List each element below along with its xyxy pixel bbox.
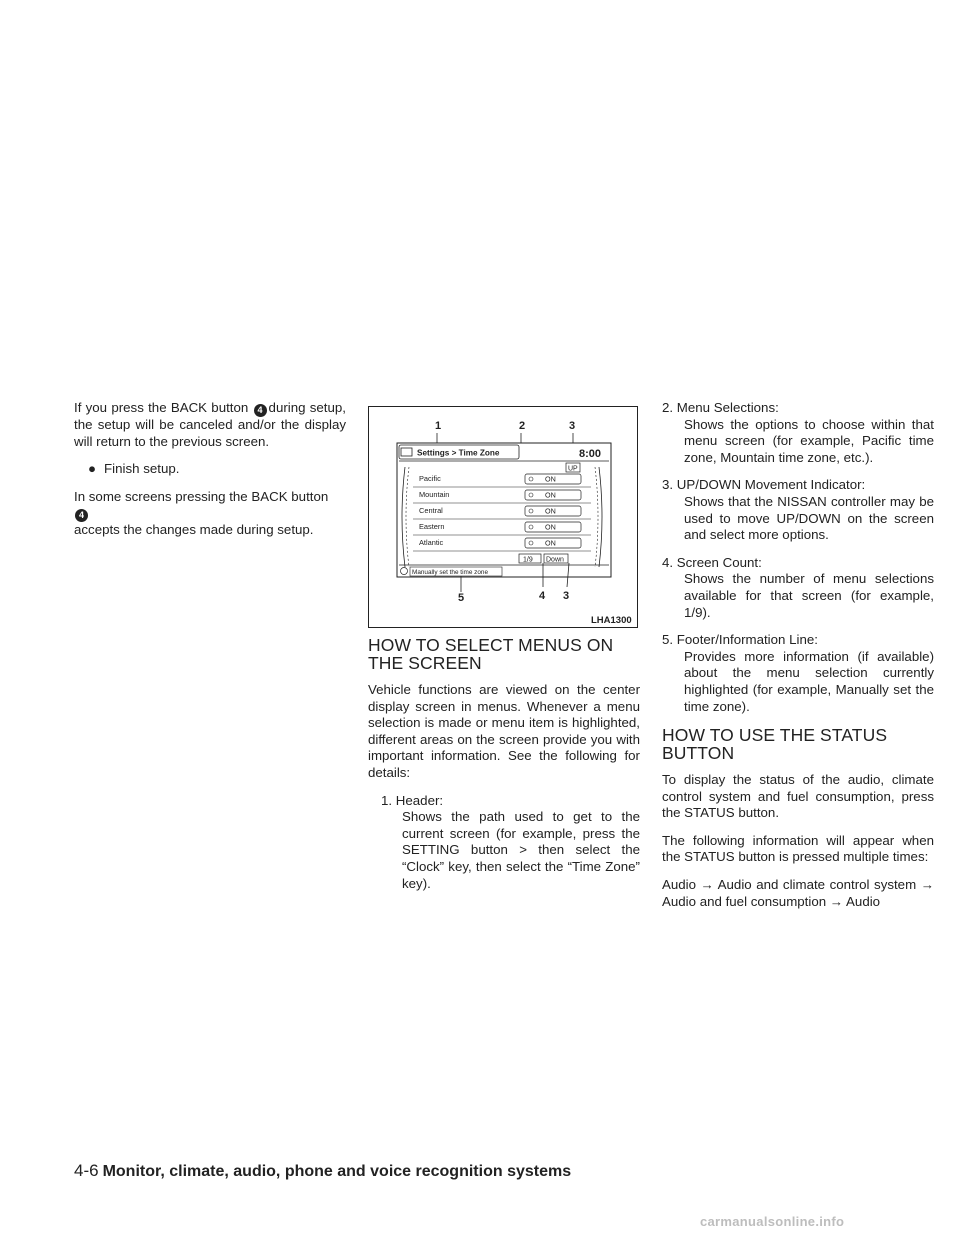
toggle-state: ON xyxy=(545,506,556,516)
list-item-menu-selections xyxy=(662,400,934,466)
menu-row-name: Mountain xyxy=(419,490,450,499)
callout-number: 1 xyxy=(435,420,442,432)
screen-count: 1/9 xyxy=(523,556,533,564)
screen-illustration xyxy=(368,406,638,628)
list-item-desc: Shows that the NISSAN controller may be used to move UP/DOWN on the screen and select more options. xyxy=(684,493,934,543)
chapter-title: Monitor, climate, audio, phone and voice recognition systems xyxy=(102,1163,572,1180)
figure-code: LHA1300 xyxy=(591,615,632,626)
list-item-up-down xyxy=(662,477,934,543)
list-item-screen-count xyxy=(662,555,934,621)
column-middle xyxy=(368,636,640,903)
column-left xyxy=(74,400,346,550)
paragraph-status-2: The following information will appear when the STATUS button is pressed multiple times: xyxy=(662,832,934,865)
paragraph-intro: Vehicle functions are viewed on the center display screen in menus. Whenever a menu selection is made or menu item is highlighted, different areas on the screen provide you with important information. See the following for details: xyxy=(368,682,640,780)
screen-clock: 8:00 xyxy=(579,448,602,460)
list-item-header xyxy=(368,793,640,893)
callout-number: 3 xyxy=(563,590,570,602)
page-number: 4-6 xyxy=(74,1161,99,1180)
toggle-state: ON xyxy=(545,474,556,484)
para-text: In some screens pressing the BACK button xyxy=(74,488,329,504)
callout-number: 2 xyxy=(519,420,526,432)
toggle-state: ON xyxy=(545,522,556,532)
toggle-state: ON xyxy=(545,490,556,500)
menu-row-name: Eastern xyxy=(419,522,445,531)
menu-row-name: Atlantic xyxy=(419,538,444,547)
up-label: UP xyxy=(568,465,578,473)
bullet-icon: ● xyxy=(88,461,97,477)
callout-4-icon: 4 xyxy=(254,404,267,417)
bullet-item xyxy=(74,461,346,478)
paragraph-back-cancel xyxy=(74,400,346,450)
list-item-title: 3. UP/DOWN Movement Indicator: xyxy=(662,477,866,493)
list-item-desc: Shows the path used to get to the current screen (for example, press the SETTING button > then select the “Clock” key, then select the “Time Zone” key). xyxy=(402,809,640,891)
column-right xyxy=(662,400,934,921)
paragraph-status-3: Audio → Audio and climate control system → Audio and fuel consumption → Audio xyxy=(662,877,934,909)
menu-row-name: Pacific xyxy=(419,474,441,483)
paragraph-back-accept xyxy=(74,489,346,539)
page-footer xyxy=(74,1161,571,1181)
bullet-text: Finish setup. xyxy=(104,461,180,477)
callout-number: 4 xyxy=(539,590,546,602)
toggle-state: ON xyxy=(545,538,556,548)
list-item-desc: Shows the options to choose within that menu screen (for example, Pacific time zone, Mountain time zone, etc.). xyxy=(684,416,934,465)
list-item-title: 1. Header: xyxy=(381,792,444,808)
illustration-svg xyxy=(369,407,637,627)
para-text: during setup, the setup will be canceled and/or the display will return to the previous screen. xyxy=(74,400,346,449)
list-item-title: 2. Menu Selections: xyxy=(662,400,779,415)
down-label: Down xyxy=(546,556,564,564)
list-item-desc: Provides more information (if available) about the menu selection currently highlighted (for example, Manually set the time zone). xyxy=(684,648,934,714)
screen-header: Settings > Time Zone xyxy=(417,448,500,458)
callout-number: 3 xyxy=(569,420,576,432)
watermark: carmanualsonline.info xyxy=(700,1214,845,1229)
menu-row-name: Central xyxy=(419,506,443,515)
callout-number: 5 xyxy=(458,592,465,604)
section-heading-status-button: HOW TO USE THE STATUS BUTTON xyxy=(662,725,888,764)
list-item-footer-line xyxy=(662,632,934,715)
callout-4-icon: 4 xyxy=(75,509,88,522)
list-item-title: 5. Footer/Information Line: xyxy=(662,632,818,648)
paragraph-status-1: To display the status of the audio, climate control system and fuel consumption, press the STATUS button. xyxy=(662,772,934,821)
screen-footer-text: Manually set the time zone xyxy=(412,569,489,576)
list-item-title: 4. Screen Count: xyxy=(662,554,762,570)
para-text: accepts the changes made during setup. xyxy=(74,522,314,538)
para-text: If you press the BACK button xyxy=(74,400,249,415)
section-heading-select-menus: HOW TO SELECT MENUS ON THE SCREEN xyxy=(368,635,614,673)
list-item-desc: Shows the number of menu selections available for that screen (for example, 1/9). xyxy=(684,571,934,620)
